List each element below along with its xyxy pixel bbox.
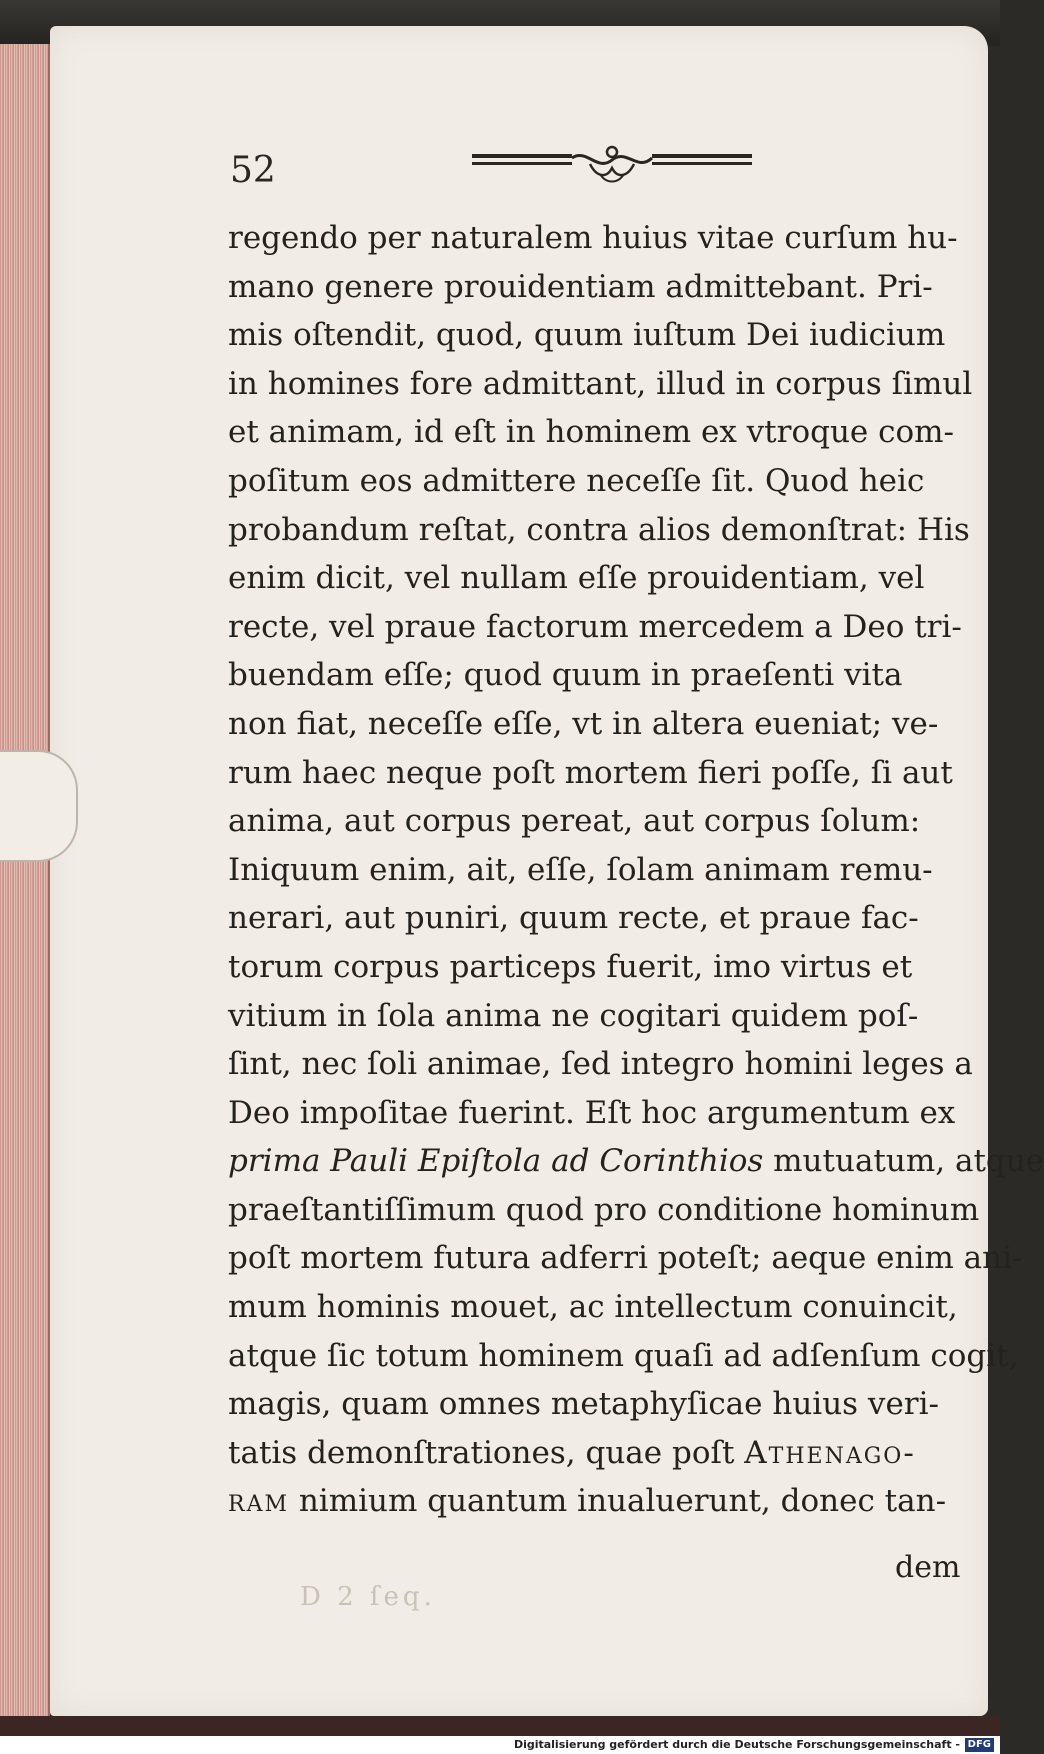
text-line: mano genere prouidentiam admittebant. Pri- — [228, 268, 933, 305]
author-name-smallcaps-end: ram — [228, 1483, 289, 1520]
author-name-smallcaps: Athenago- — [744, 1434, 916, 1471]
text-line: et animam, id eſt in hominem ex vtroque com- — [228, 414, 955, 451]
footer-credit: Digitalisierung gefördert durch die Deutsche Forschungsgemeinschaft - — [513, 1738, 960, 1751]
text-line: praeſtantiſſimum quod pro conditione hominum — [228, 1191, 980, 1228]
catchword: dem — [895, 1550, 961, 1585]
text-line: Iniquum enim, ait, eſſe, ſolam animam remu- — [228, 851, 933, 888]
text-line: buendam eſſe; quod quum in praeſenti vita — [228, 657, 903, 694]
scanner-background-bottom — [0, 1716, 1000, 1738]
text-line: anima, aut corpus pereat, aut corpus ſolum: — [228, 803, 921, 840]
bookmark-tab — [0, 750, 78, 862]
text-line: poſt mortem futura adferri poteſt; aeque enim ani- — [228, 1240, 1023, 1277]
text-line: vitium in ſola anima ne cogitari quidem poſ- — [228, 997, 919, 1034]
dfg-logo: DFG — [965, 1738, 994, 1752]
text-line: poſitum eos admittere neceſſe ſit. Quod heic — [228, 462, 925, 499]
bleed-through-text: D 2 ſeq. — [300, 1582, 436, 1612]
last-line-rest: nimium quantum inualuerunt, donec tan- — [288, 1483, 947, 1520]
text-line: probandum reſtat, contra alios demonſtrat: His — [228, 511, 970, 548]
text-line-italic — [228, 1137, 1044, 1186]
text-line: regendo per naturalem huius vitae curſum hu- — [228, 220, 958, 256]
text-line: ſint, nec ſoli animae, ſed integro homini leges a — [228, 1046, 973, 1083]
text-line: in homines fore admittant, illud in corpus ſimul — [228, 365, 973, 402]
text-line: mis oſtendit, quod, quum iuſtum Dei iudicium — [228, 317, 946, 354]
text-line: non fiat, neceſſe eſſe, vt in altera eueniat; ve- — [228, 705, 939, 742]
text-line: enim dicit, vel nullam eſſe prouidentiam, vel — [228, 560, 925, 597]
text-line-start: tatis demonſtrationes, quae poſt — [228, 1434, 735, 1471]
italic-line-rest: mutuatum, atque — [763, 1143, 1044, 1180]
text-line-last — [228, 1477, 988, 1526]
text-line-with-name — [228, 1429, 988, 1478]
text-line: atque ſic totum hominem quaſi ad adſenſum cogit, — [228, 1337, 1019, 1374]
body-text — [228, 214, 1044, 1526]
book-page-edges — [0, 44, 50, 1724]
page-number: 52 — [230, 150, 276, 191]
text-line: recte, vel praue factorum mercedem a Deo tri- — [228, 608, 962, 645]
text-line: magis, quam omnes metaphyſicae huius veri- — [228, 1386, 940, 1423]
header-ornament — [472, 144, 752, 190]
text-line: rum haec neque poſt mortem fieri poſſe, ſi aut — [228, 754, 953, 791]
text-line: nerari, aut puniri, quum recte, et praue fac- — [228, 900, 919, 937]
text-line: mum hominis mouet, ac intellectum conuincit, — [228, 1289, 958, 1326]
italic-title: prima Pauli Epiſtola ad Corinthios — [228, 1143, 764, 1180]
text-line: Deo impoſitae fuerint. Eſt hoc argumentum ex — [228, 1094, 956, 1131]
text-line: torum corpus particeps fuerit, imo virtus et — [228, 948, 913, 985]
